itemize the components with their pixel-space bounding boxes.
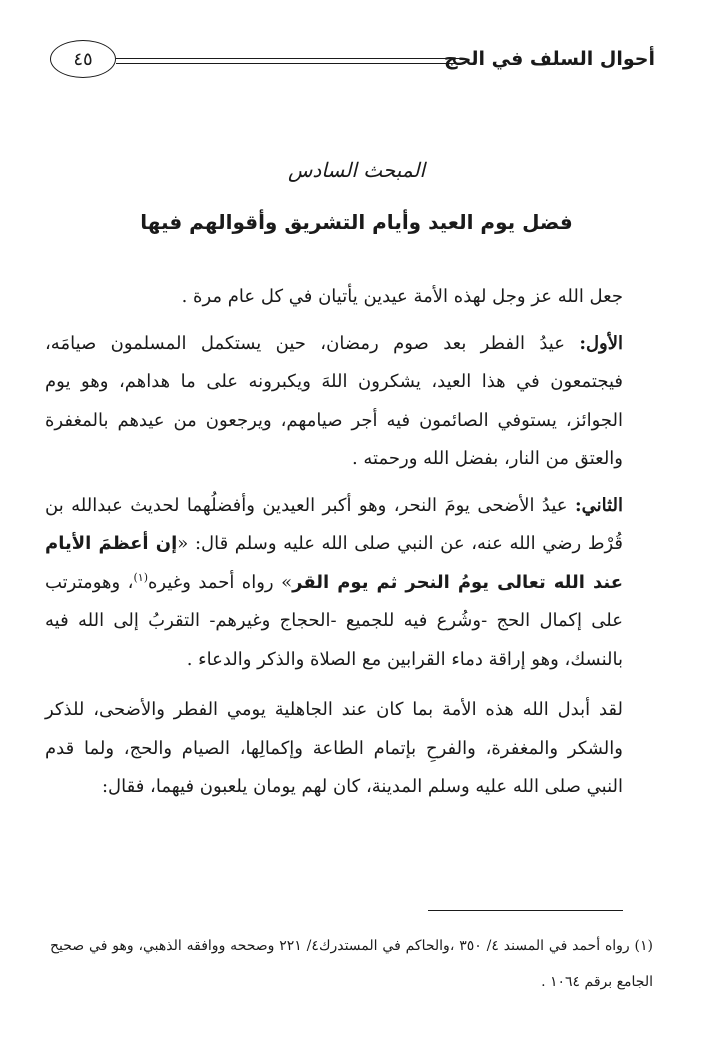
paragraph-jahiliyya (45, 691, 623, 807)
paragraph-first-eid-lead: الأول: (579, 332, 623, 354)
footnote-reference: (١) (133, 570, 148, 584)
footnote-separator (428, 910, 623, 911)
footnote (50, 928, 653, 1000)
paragraph-intro-text: جعل الله عز وجل لهذه الأمة عيدين يأتيان في كل عام مرة . (181, 286, 623, 307)
section-title: فضل يوم العيد وأيام التشريق وأقوالهم فيها (140, 210, 573, 234)
paragraph-second-eid-lead: الثاني: (574, 494, 623, 516)
body-text (45, 278, 623, 807)
page-number-text: ٤٥ (73, 48, 93, 70)
section-label: المبحث السادس (287, 158, 426, 182)
paragraph-second-eid-text-b: » رواه أحمد وغيره (147, 571, 293, 593)
paragraph-second-eid-text-a: عيدُ الأضحى يومَ النحر، وهو أكبر العيدين وأفضلُهما لحديث عبدالله بن قُرْط رضي الله عنه، عن النبي صلى الله عليه وسلم قال: « (45, 494, 624, 554)
footnote-text: (١) رواه أحمد في المسند ٤/ ٣٥٠ ،والحاكم في المستدرك٤/ ٢٢١ وصححه ووافقه الذهبي، وهو في صحيح الجامع برقم ١٠٦٤ . (50, 938, 654, 990)
paragraph-intro (45, 278, 623, 317)
paragraph-first-eid (45, 325, 623, 479)
header-double-rule (116, 58, 465, 64)
running-title: أحوال السلف في الحج (443, 48, 655, 70)
paragraph-second-eid (45, 487, 623, 680)
paragraph-first-eid-text: عيدُ الفطر بعد صوم رمضان، حين يستكمل المسلمون صيامَه، فيجتمعون في هذا العيد، يشكرون اللهَ ويكبرونه على ما هداهم، وهو يوم الجوائز، يستوفي الصائمون فيه أجر صيامهم، ويرجعون من عيدهم بالمغفرة والعتق من النار، بفضل الله ورحمته . (45, 332, 623, 469)
page-number (50, 40, 116, 78)
paragraph-jahiliyya-text: لقد أبدل الله هذه الأمة بما كان عند الجاهلية يومي الفطر والأضحى، للذكر والشكر والمغفرة، والفرحِ بإتمام الطاعة وإكمالِها، الصيام والحج، ولما قدم النبي صلى الله عليه وسلم المدينة، كان لهم يومان يلعبون فيهما، فقال: (45, 699, 623, 797)
hadith-quote: إن أعظمَ الأيام عند الله تعالى يومُ النحر ثم يوم القر (45, 533, 623, 593)
paragraph-second-eid-text-c: ، وهومترتب على إكمال الحج -وشُرع فيه للجميع -الحجاج وغيرهم- التقربُ إلى الله فيه بالنسك، وهو إراقة دماء القرابين مع الصلاة والذكر والدعاء . (45, 571, 623, 670)
